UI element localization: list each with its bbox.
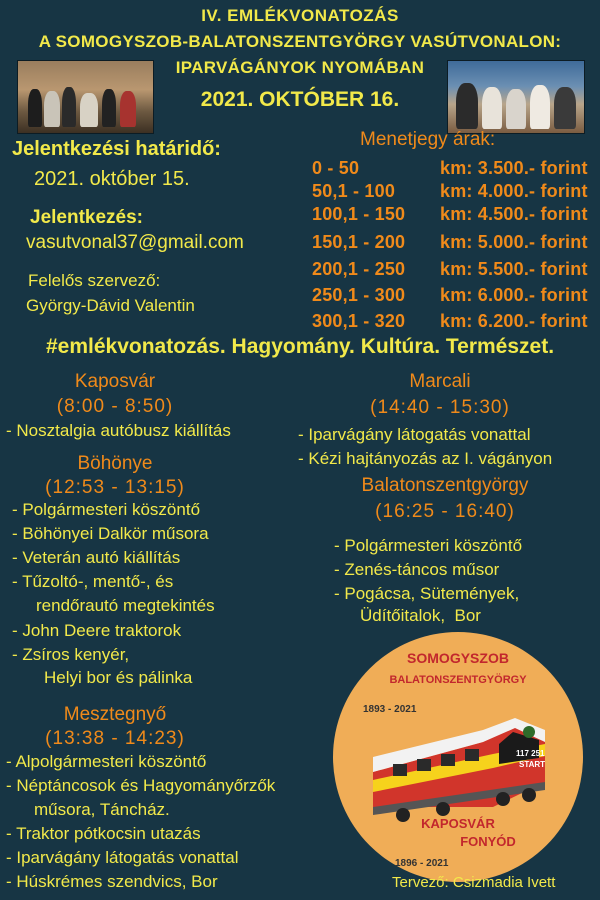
stop-time-bohonye: (12:53 - 13:15): [45, 477, 185, 498]
stop-time-balatonszentgyorgy: (16:25 - 16:40): [375, 501, 515, 522]
price-range: 250,1 - 300: [312, 285, 406, 305]
stop-name-bohonye: Böhönye: [77, 453, 153, 474]
stop-time-kaposvar: (8:00 - 8:50): [56, 396, 174, 417]
price-list-title: Menetjegy árak:: [360, 129, 496, 150]
list-item: - Zenés-táncos műsor: [334, 560, 500, 579]
badge-top-line-2: BALATONSZENTGYÖRGY: [389, 674, 527, 686]
badge-years-bottom: 1896 - 2021: [395, 858, 449, 869]
list-item: - Polgármesteri köszöntő: [334, 536, 523, 555]
badge-bottom-line-1: KAPOSVÁR: [421, 816, 495, 831]
price-row: [312, 204, 588, 225]
list-item: - Iparvágány látogatás vonattal: [298, 425, 531, 444]
price-row: [312, 232, 588, 253]
train-brand: START: [519, 760, 546, 769]
badge-years-top: 1893 - 2021: [363, 704, 417, 715]
list-item: Helyi bor és pálinka: [44, 668, 193, 687]
list-item: - Kézi hajtányozás az I. vágányon: [298, 449, 553, 468]
price-range: 50,1 - 100: [312, 181, 396, 201]
stop-time-mesztegnyo: (13:38 - 14:23): [45, 728, 185, 749]
price-value: km: 3.500.- forint: [440, 158, 588, 178]
list-item: - Néptáncosok és Hagyományőrzők: [6, 776, 276, 795]
registration-label: Jelentkezés:: [30, 207, 144, 228]
price-range: 300,1 - 320: [312, 311, 406, 331]
price-row: [312, 181, 588, 202]
hashtag-tagline: #emlékvonatozás. Hagyomány. Kultúra. Természet.: [45, 335, 555, 358]
price-row: [312, 158, 588, 179]
list-item: műsora, Táncház.: [34, 800, 170, 819]
list-item: - Iparvágány látogatás vonattal: [6, 848, 239, 867]
list-item: - Veterán autó kiállítás: [12, 548, 181, 567]
designer-credit: Tervező: Csizmadia Ivett: [392, 874, 556, 891]
stop-name-mesztegnyo: Mesztegnyő: [63, 704, 167, 725]
list-item: Üdítőitalok, Bor: [360, 606, 481, 625]
price-value: km: 6.000.- forint: [440, 285, 588, 305]
folk-dancers-photo: [17, 60, 154, 134]
price-value: km: 4.500.- forint: [440, 204, 588, 224]
organizer-label: Felelős szervező:: [28, 271, 161, 290]
list-item: - Nosztalgia autóbusz kiállítás: [6, 421, 231, 440]
price-row: [312, 311, 588, 332]
badge-top-line-1: SOMOGYSZOB: [407, 650, 509, 666]
railway-badge: [333, 632, 583, 882]
list-item: - John Deere traktorok: [12, 621, 182, 640]
list-item: - Alpolgármesteri köszöntő: [6, 752, 207, 771]
header-line-1: IV. EMLÉKVONATOZÁS: [201, 6, 399, 25]
price-value: km: 4.000.- forint: [440, 181, 588, 201]
price-row: [312, 285, 588, 306]
badge-bottom-line-2: FONYÓD: [460, 834, 516, 849]
list-item: - Polgármesteri köszöntő: [12, 500, 201, 519]
header-line-3: IPARVÁGÁNYOK NYOMÁBAN: [175, 58, 425, 77]
list-item: - Pogácsa, Sütemények,: [334, 584, 520, 603]
event-date: 2021. OKTÓBER 16.: [200, 88, 400, 111]
price-range: 200,1 - 250: [312, 259, 406, 279]
price-value: km: 5.500.- forint: [440, 259, 588, 279]
list-item: - Böhönyei Dalkör műsora: [12, 524, 209, 543]
organizer-name: György-Dávid Valentin: [26, 296, 195, 315]
deadline-date: 2021. október 15.: [34, 168, 190, 190]
price-range: 150,1 - 200: [312, 232, 406, 252]
stop-name-balatonszentgyorgy: Balatonszentgyörgy: [361, 475, 529, 496]
train-number: 117 251: [516, 749, 545, 758]
price-range: 0 - 50: [312, 158, 360, 178]
list-item: - Húskrémes szendvics, Bor: [6, 872, 218, 891]
costumed-people-photo: [447, 60, 585, 134]
price-value: km: 5.000.- forint: [440, 232, 588, 252]
stop-name-marcali: Marcali: [409, 371, 471, 392]
price-value: km: 6.200.- forint: [440, 311, 588, 331]
registration-email[interactable]: vasutvonal37@gmail.com: [26, 232, 244, 253]
stop-name-kaposvar: Kaposvár: [74, 371, 156, 392]
list-item: rendőrautó megtekintés: [36, 596, 215, 615]
header-line-2: A SOMOGYSZOB-BALATONSZENTGYÖRGY VASÚTVONALON:: [38, 32, 562, 51]
list-item: - Tűzoltó-, mentő-, és: [12, 572, 174, 591]
price-row: [312, 259, 588, 280]
list-item: - Zsíros kenyér,: [12, 645, 130, 664]
stop-time-marcali: (14:40 - 15:30): [370, 397, 510, 418]
price-range: 100,1 - 150: [312, 204, 406, 224]
list-item: - Traktor pótkocsin utazás: [6, 824, 201, 843]
deadline-label: Jelentkezési határidő:: [12, 138, 221, 160]
